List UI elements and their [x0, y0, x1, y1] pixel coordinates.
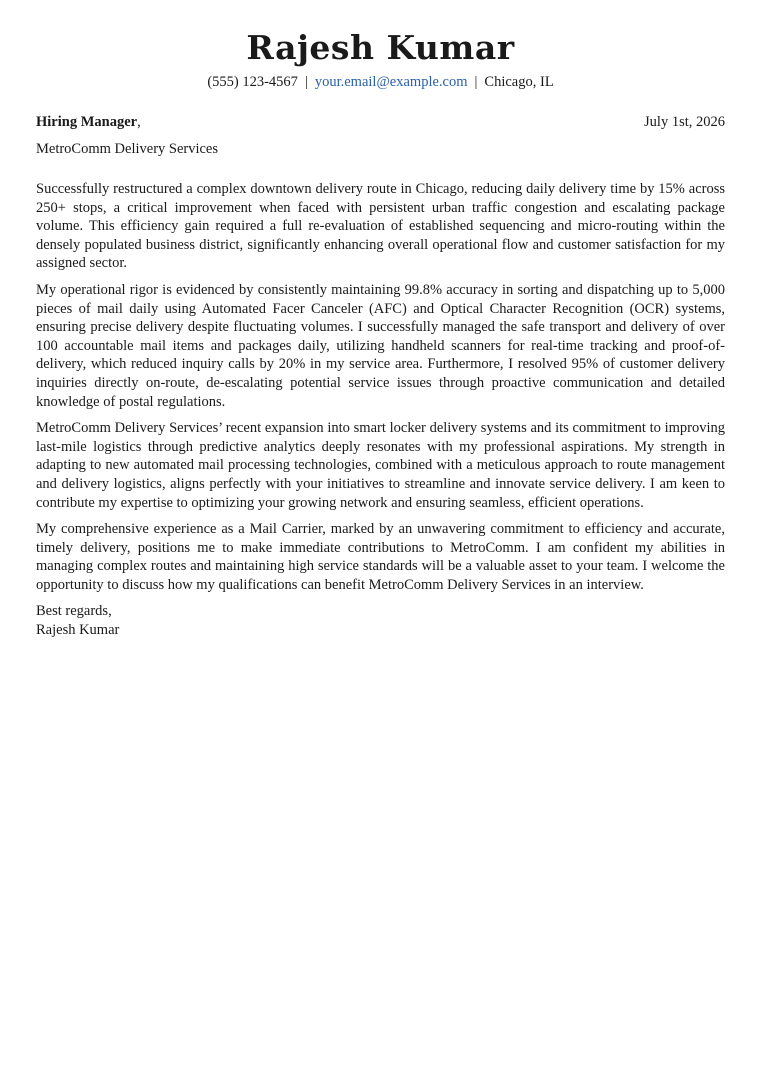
recipient-greeting	[36, 113, 141, 131]
recipient-company: MetroComm Delivery Services	[36, 141, 219, 157]
separator: |	[474, 74, 478, 90]
closing-block	[36, 602, 725, 640]
body-paragraph: Successfully restructured a complex downtown delivery route in Chicago, reducing daily delivery time by 15% across 250+ stops, a critical improvement when faced with persistent urban traffic congestion and escalating package volume. This efficiency gain required a full re-evaluation of established sequencing and micro-routing within the densely populated business district, significantly enhancing overall operational flow and customer satisfaction for my assigned sector.	[36, 181, 725, 272]
contact-line	[36, 73, 725, 91]
recipient-row	[36, 113, 725, 131]
body-paragraph: My operational rigor is evidenced by consistently maintaining 99.8% accuracy in sorting and dispatching up to 5,000 pieces of mail daily using Automated Facer Canceler (AFC) and Optical Character Recognition (OCR) systems, ensuring precise delivery despite fluctuating volumes. I successfully managed the safe transport and delivery of over 100 accountable mail items and packages daily, utilizing handheld scanners for real-time tracking and proof-of-delivery, which reduced inquiry calls by 20% in my service area. Furthermore, I resolved 95% of customer delivery inquiries directly on-route, de-escalating potential service issues through proactive communication and detailed knowledge of postal regulations.	[36, 281, 725, 410]
body-paragraph: MetroComm Delivery Services’ recent expansion into smart locker delivery systems and its commitment to improving last-mile logistics through predictive analytics deeply resonates with my professional aspirations. My strength in adapting to new automated mail processing technologies, combined with a meticulous approach to route management and delivery logistics, aligns perfectly with your initiatives to streamline and innovate service delivery. I am keen to contribute my expertise to optimizing your growing network and ensuring seamless, efficient operations.	[36, 420, 725, 511]
cover-letter	[36, 28, 725, 640]
closing-salutation: Best regards,	[36, 603, 112, 620]
recipient-role-suffix: ,	[137, 114, 141, 130]
applicant-name: Rajesh Kumar	[246, 28, 515, 67]
closing-signature: Rajesh Kumar	[36, 622, 120, 639]
email-link[interactable]: your.email@example.com	[314, 74, 468, 90]
location: Chicago, IL	[484, 74, 554, 90]
letter-body	[36, 180, 725, 594]
phone-number: (555) 123-4567	[207, 74, 298, 90]
separator: |	[304, 74, 308, 90]
recipient-role: Hiring Manager	[36, 114, 138, 130]
body-paragraph: My comprehensive experience as a Mail Carrier, marked by an unwavering commitment to efficiency and accurate, timely delivery, positions me to make immediate contributions to MetroComm. I am confident my abilities in managing complex routes and maintaining high service standards will be a valuable asset to your team. I welcome the opportunity to discuss how my qualifications can benefit MetroComm Delivery Services in an interview.	[36, 521, 725, 593]
letter-date: July 1st, 2026	[644, 114, 725, 130]
